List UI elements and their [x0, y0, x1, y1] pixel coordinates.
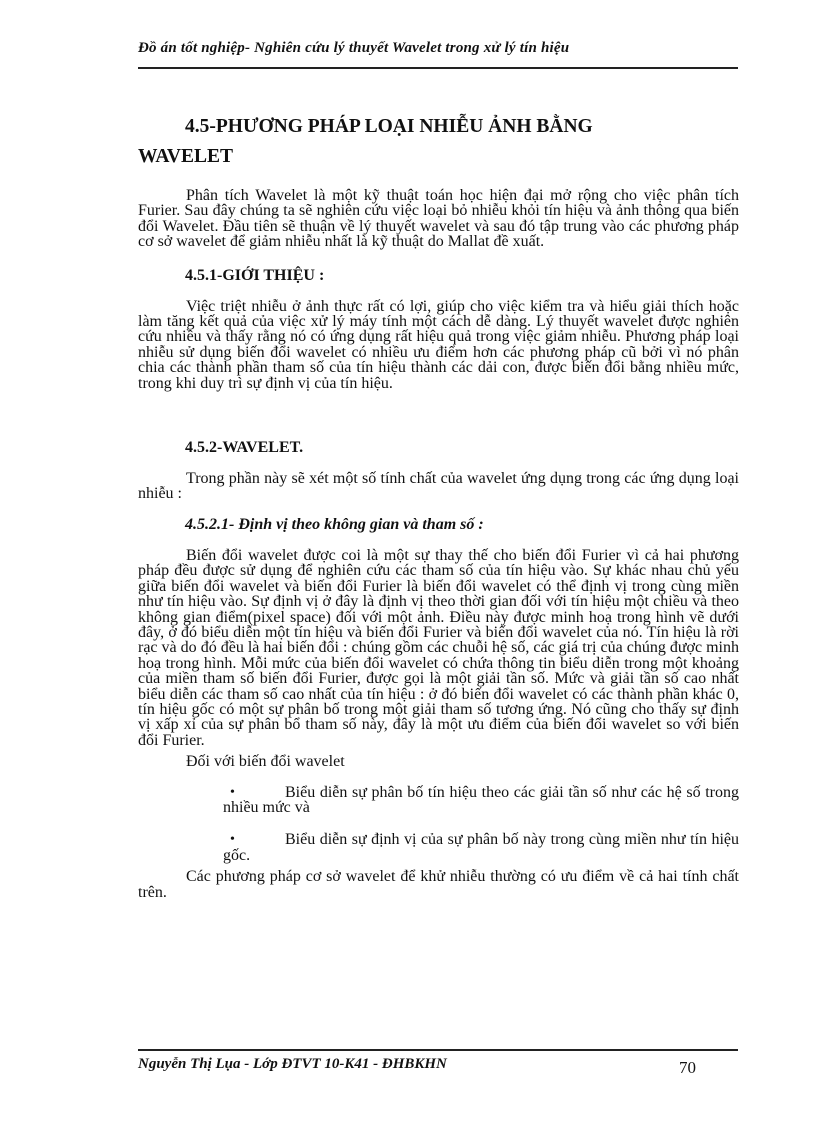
- page-header: Đồ án tốt nghiệp- Nghiên cứu lý thuyết Wavelet trong xử lý tín hiệu: [138, 40, 570, 56]
- bullet-item-1: [138, 785, 739, 816]
- footer-rule: [138, 1049, 738, 1051]
- page-footer: Nguyễn Thị Lụa - Lớp ĐTVT 10-K41 - ĐHBKHN: [138, 1056, 447, 1072]
- page-number: 70: [679, 1058, 696, 1077]
- bullet-text: Biểu diễn sự phân bố tín hiệu theo các giải tần số như các hệ số trong nhiều mức và: [223, 783, 739, 816]
- subsubsection-heading: 4.5.2.1- Định vị theo không gian và tham số :: [185, 515, 484, 533]
- lead-text: Đối với biến đổi wavelet: [186, 753, 345, 771]
- subsection-heading-intro: 4.5.1-GIỚI THIỆU :: [185, 266, 325, 284]
- header-rule: [138, 67, 738, 69]
- intro-subsection-paragraph: Việc triệt nhiễu ở ảnh thực rất có lợi, giúp cho việc kiểm tra và hiểu giải thích hoặc làm tăng kết quả của việc xử lý máy tính một cách dễ dàng. Lý thuyết wavelet được nghiên cứu nhiều và thấy rằng nó có ứng dụng rất hiệu quả trong việc giảm nhiễu. Phương pháp loại nhiễu sử dụng biến đổi wavelet có nhiều ưu điểm hơn các phương pháp cũ bởi vì nó phân chia các thành phần tham số của tín hiệu thành các dải con, được biến đổi bằng nhiều mức, trong khi duy trì sự định vị của tín hiệu.: [138, 297, 739, 392]
- subsection-heading-wavelet: 4.5.2-WAVELET.: [185, 439, 304, 457]
- localization-paragraph: Biến đổi wavelet được coi là một sự thay thế cho biến đổi Furier vì cả hai phương pháp đều được sử dụng để nghiên cứu các tham số của tín hiệu vào. Sự khác nhau chủ yếu giữa biến đổi wavelet và biến đổi Furier là biến đổi wavelet có thể định vị trong cùng miền như tín hiệu vào. Sự định vị ở đây là định vị theo thời gian đối với tín hiệu một chiều và theo không gian điểm(pixel space) đối với một ảnh. Điều này được minh hoạ trong hình vẽ dưới đây, ở đó biểu diễn một tín hiệu và biến đổi Furier và biến đổi wavelet của nó. Tín hiệu là rời rạc và do đó đều là hai biến đổi : chúng gồm các chuỗi hệ số, các giá trị của chúng được minh hoạ trong hình. Mỗi mức của biến đổi wavelet có chứa thông tin biểu diễn trong một khoảng của miền tham số biến đổi Furier, được gọi là một giải tần số. Mức và giải tần số cao nhất biểu diễn các tham số cao nhất của tín hiệu : ở đó biến đổi wavelet có các thành phần khác 0, tín hiệu gốc có một sự phân bố trong một giải tham số tương ứng. Nó cũng cho thấy sự định vị xấp xỉ của sự phân bổ tham số này, đây là một ưu điểm của biến đổi wavelet so với biến đổi Furier.: [138, 546, 739, 749]
- section-title-line1: 4.5-PHƯƠNG PHÁP LOẠI NHIỄU ẢNH BẰNG: [185, 116, 593, 137]
- intro-paragraph: Phân tích Wavelet là một kỹ thuật toán học hiện đại mở rộng cho việc phân tích Furier. Sau đây chúng ta sẽ nghiên cứu việc loại bỏ nhiễu khỏi tín hiệu và ảnh thông qua biến đổi Wavelet. Đầu tiên sẽ thuận về lý thuyết wavelet và sau đó tập trung vào các phương pháp cơ sở wavelet để giảm nhiễu nhất là kỹ thuật do Mallat đề xuất.: [138, 187, 739, 251]
- wavelet-paragraph: Trong phần này sẽ xét một số tính chất của wavelet ứng dụng trong các ứng dụng loại nhiễu :: [138, 470, 739, 503]
- closing-paragraph: Các phương pháp cơ sở wavelet để khử nhiễu thường có ưu điểm về cả hai tính chất trên.: [138, 868, 739, 901]
- bullet-item-2: [138, 832, 739, 863]
- bullet-glyph: •: [230, 832, 235, 848]
- bullet-glyph: •: [230, 784, 235, 800]
- section-title-line2: WAVELET: [138, 146, 234, 167]
- section-title: [138, 112, 739, 172]
- bullet-text: Biểu diễn sự định vị của sự phân bố này trong cùng miền như tín hiệu gốc.: [223, 831, 739, 864]
- page-body: [138, 112, 739, 900]
